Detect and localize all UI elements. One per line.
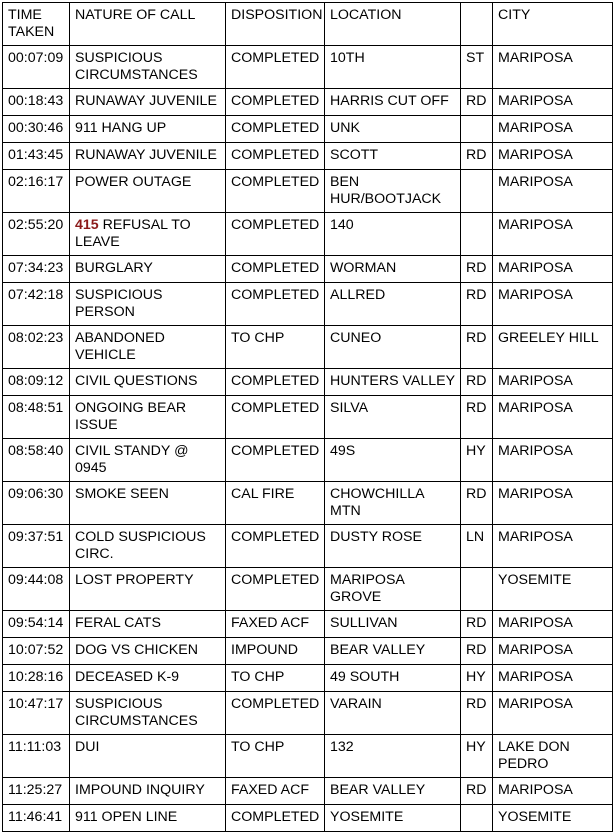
- header-disposition: DISPOSITION: [226, 3, 325, 46]
- table-row: [3, 665, 613, 692]
- city-cell: MARIPOSA: [493, 283, 613, 326]
- table-row: [3, 283, 613, 326]
- city-cell: MARIPOSA: [493, 482, 613, 525]
- city-cell: GREELEY HILL: [493, 326, 613, 369]
- time-cell: 07:34:23: [3, 256, 70, 283]
- disposition-cell: COMPLETED: [226, 170, 325, 213]
- time-cell: 11:46:41: [3, 805, 70, 832]
- location-cell: ALLRED: [325, 283, 461, 326]
- suffix-cell: [461, 116, 493, 143]
- nature-cell: RUNAWAY JUVENILE: [70, 143, 226, 170]
- nature-cell: ONGOING BEAR ISSUE: [70, 396, 226, 439]
- location-cell: 10TH: [325, 46, 461, 89]
- disposition-cell: FAXED ACF: [226, 611, 325, 638]
- location-cell: BEN HUR/BOOTJACK: [325, 170, 461, 213]
- suffix-cell: RD: [461, 256, 493, 283]
- suffix-cell: RD: [461, 369, 493, 396]
- location-cell: CHOWCHILLA MTN: [325, 482, 461, 525]
- disposition-cell: COMPLETED: [226, 805, 325, 832]
- nature-cell: COLD SUSPICIOUS CIRC.: [70, 525, 226, 568]
- city-cell: MARIPOSA: [493, 396, 613, 439]
- city-cell: MARIPOSA: [493, 638, 613, 665]
- location-cell: SCOTT: [325, 143, 461, 170]
- disposition-cell: COMPLETED: [226, 568, 325, 611]
- table-row: [3, 638, 613, 665]
- city-cell: MARIPOSA: [493, 665, 613, 692]
- city-cell: MARIPOSA: [493, 525, 613, 568]
- nature-cell: IMPOUND INQUIRY: [70, 778, 226, 805]
- table-row: [3, 692, 613, 735]
- disposition-cell: COMPLETED: [226, 256, 325, 283]
- table-row: [3, 805, 613, 832]
- disposition-cell: COMPLETED: [226, 89, 325, 116]
- table-row: [3, 213, 613, 256]
- location-cell: WORMAN: [325, 256, 461, 283]
- time-cell: 02:55:20: [3, 213, 70, 256]
- time-cell: 11:11:03: [3, 735, 70, 778]
- city-cell: YOSEMITE: [493, 568, 613, 611]
- disposition-cell: IMPOUND: [226, 638, 325, 665]
- time-cell: 10:28:16: [3, 665, 70, 692]
- suffix-cell: RD: [461, 283, 493, 326]
- disposition-cell: COMPLETED: [226, 116, 325, 143]
- suffix-cell: HY: [461, 439, 493, 482]
- nature-cell: LOST PROPERTY: [70, 568, 226, 611]
- suffix-cell: [461, 568, 493, 611]
- location-cell: CUNEO: [325, 326, 461, 369]
- header-nature-of-call: NATURE OF CALL: [70, 3, 226, 46]
- table-row: [3, 778, 613, 805]
- time-cell: 02:16:17: [3, 170, 70, 213]
- header-suffix: [461, 3, 493, 46]
- table-row: [3, 143, 613, 170]
- location-cell: SILVA: [325, 396, 461, 439]
- city-cell: MARIPOSA: [493, 143, 613, 170]
- city-cell: MARIPOSA: [493, 89, 613, 116]
- nature-cell: FERAL CATS: [70, 611, 226, 638]
- location-cell: 49S: [325, 439, 461, 482]
- city-cell: MARIPOSA: [493, 213, 613, 256]
- table-row: [3, 116, 613, 143]
- time-cell: 08:48:51: [3, 396, 70, 439]
- time-cell: 01:43:45: [3, 143, 70, 170]
- suffix-cell: RD: [461, 692, 493, 735]
- nature-cell: POWER OUTAGE: [70, 170, 226, 213]
- suffix-cell: [461, 805, 493, 832]
- suffix-cell: HY: [461, 665, 493, 692]
- table-row: [3, 46, 613, 89]
- time-cell: 10:07:52: [3, 638, 70, 665]
- disposition-cell: COMPLETED: [226, 439, 325, 482]
- suffix-cell: RD: [461, 638, 493, 665]
- nature-cell: SMOKE SEEN: [70, 482, 226, 525]
- suffix-cell: RD: [461, 89, 493, 116]
- nature-cell: RUNAWAY JUVENILE: [70, 89, 226, 116]
- suffix-cell: [461, 213, 493, 256]
- table-row: [3, 482, 613, 525]
- location-cell: BEAR VALLEY: [325, 778, 461, 805]
- nature-cell: DECEASED K-9: [70, 665, 226, 692]
- city-cell: MARIPOSA: [493, 439, 613, 482]
- table-row: [3, 735, 613, 778]
- time-cell: 08:09:12: [3, 369, 70, 396]
- nature-cell: SUSPICIOUS PERSON: [70, 283, 226, 326]
- table-row: [3, 369, 613, 396]
- header-row: [3, 3, 613, 46]
- time-cell: 08:02:23: [3, 326, 70, 369]
- nature-cell: ABANDONED VEHICLE: [70, 326, 226, 369]
- location-cell: 140: [325, 213, 461, 256]
- suffix-cell: LN: [461, 525, 493, 568]
- header-time-taken: TIME TAKEN: [3, 3, 70, 46]
- location-cell: SULLIVAN: [325, 611, 461, 638]
- disposition-cell: TO CHP: [226, 326, 325, 369]
- nature-cell: SUSPICIOUS CIRCUMSTANCES: [70, 692, 226, 735]
- location-cell: VARAIN: [325, 692, 461, 735]
- header-city: CITY: [493, 3, 613, 46]
- city-cell: MARIPOSA: [493, 692, 613, 735]
- table-row: [3, 568, 613, 611]
- city-cell: MARIPOSA: [493, 369, 613, 396]
- call-log-table: [2, 2, 613, 832]
- table-row: [3, 89, 613, 116]
- time-cell: 09:54:14: [3, 611, 70, 638]
- suffix-cell: HY: [461, 735, 493, 778]
- location-cell: HUNTERS VALLEY: [325, 369, 461, 396]
- suffix-cell: RD: [461, 778, 493, 805]
- location-cell: 132: [325, 735, 461, 778]
- time-cell: 00:18:43: [3, 89, 70, 116]
- nature-cell: BURGLARY: [70, 256, 226, 283]
- table-row: [3, 170, 613, 213]
- nature-cell: SUSPICIOUS CIRCUMSTANCES: [70, 46, 226, 89]
- disposition-cell: COMPLETED: [226, 283, 325, 326]
- table-row: [3, 439, 613, 482]
- time-cell: 11:25:27: [3, 778, 70, 805]
- city-cell: MARIPOSA: [493, 778, 613, 805]
- location-cell: HARRIS CUT OFF: [325, 89, 461, 116]
- table-row: [3, 611, 613, 638]
- nature-cell: CIVIL QUESTIONS: [70, 369, 226, 396]
- location-cell: 49 SOUTH: [325, 665, 461, 692]
- table-row: [3, 525, 613, 568]
- time-cell: 00:07:09: [3, 46, 70, 89]
- suffix-cell: RD: [461, 326, 493, 369]
- time-cell: 09:44:08: [3, 568, 70, 611]
- nature-cell: 911 OPEN LINE: [70, 805, 226, 832]
- city-cell: MARIPOSA: [493, 170, 613, 213]
- table-row: [3, 396, 613, 439]
- penal-code: 415: [75, 217, 99, 233]
- time-cell: 10:47:17: [3, 692, 70, 735]
- city-cell: MARIPOSA: [493, 611, 613, 638]
- nature-cell: CIVIL STANDY @ 0945: [70, 439, 226, 482]
- suffix-cell: RD: [461, 143, 493, 170]
- city-cell: YOSEMITE: [493, 805, 613, 832]
- nature-cell: [70, 213, 226, 256]
- nature-cell: DOG VS CHICKEN: [70, 638, 226, 665]
- disposition-cell: COMPLETED: [226, 143, 325, 170]
- nature-cell: 911 HANG UP: [70, 116, 226, 143]
- disposition-cell: COMPLETED: [226, 369, 325, 396]
- table-row: [3, 256, 613, 283]
- disposition-cell: COMPLETED: [226, 692, 325, 735]
- city-cell: MARIPOSA: [493, 256, 613, 283]
- time-cell: 07:42:18: [3, 283, 70, 326]
- suffix-cell: ST: [461, 46, 493, 89]
- city-cell: LAKE DON PEDRO: [493, 735, 613, 778]
- time-cell: 00:30:46: [3, 116, 70, 143]
- table-row: [3, 326, 613, 369]
- time-cell: 09:37:51: [3, 525, 70, 568]
- disposition-cell: COMPLETED: [226, 396, 325, 439]
- location-cell: UNK: [325, 116, 461, 143]
- city-cell: MARIPOSA: [493, 46, 613, 89]
- suffix-cell: RD: [461, 396, 493, 439]
- time-cell: 09:06:30: [3, 482, 70, 525]
- header-location: LOCATION: [325, 3, 461, 46]
- disposition-cell: COMPLETED: [226, 213, 325, 256]
- city-cell: MARIPOSA: [493, 116, 613, 143]
- disposition-cell: FAXED ACF: [226, 778, 325, 805]
- suffix-cell: RD: [461, 611, 493, 638]
- suffix-cell: RD: [461, 482, 493, 525]
- nature-cell: DUI: [70, 735, 226, 778]
- disposition-cell: COMPLETED: [226, 525, 325, 568]
- location-cell: DUSTY ROSE: [325, 525, 461, 568]
- time-cell: 08:58:40: [3, 439, 70, 482]
- nature-text: REFUSAL TO LEAVE: [75, 217, 191, 250]
- location-cell: BEAR VALLEY: [325, 638, 461, 665]
- suffix-cell: [461, 170, 493, 213]
- location-cell: YOSEMITE: [325, 805, 461, 832]
- disposition-cell: COMPLETED: [226, 46, 325, 89]
- disposition-cell: TO CHP: [226, 665, 325, 692]
- disposition-cell: TO CHP: [226, 735, 325, 778]
- location-cell: MARIPOSA GROVE: [325, 568, 461, 611]
- disposition-cell: CAL FIRE: [226, 482, 325, 525]
